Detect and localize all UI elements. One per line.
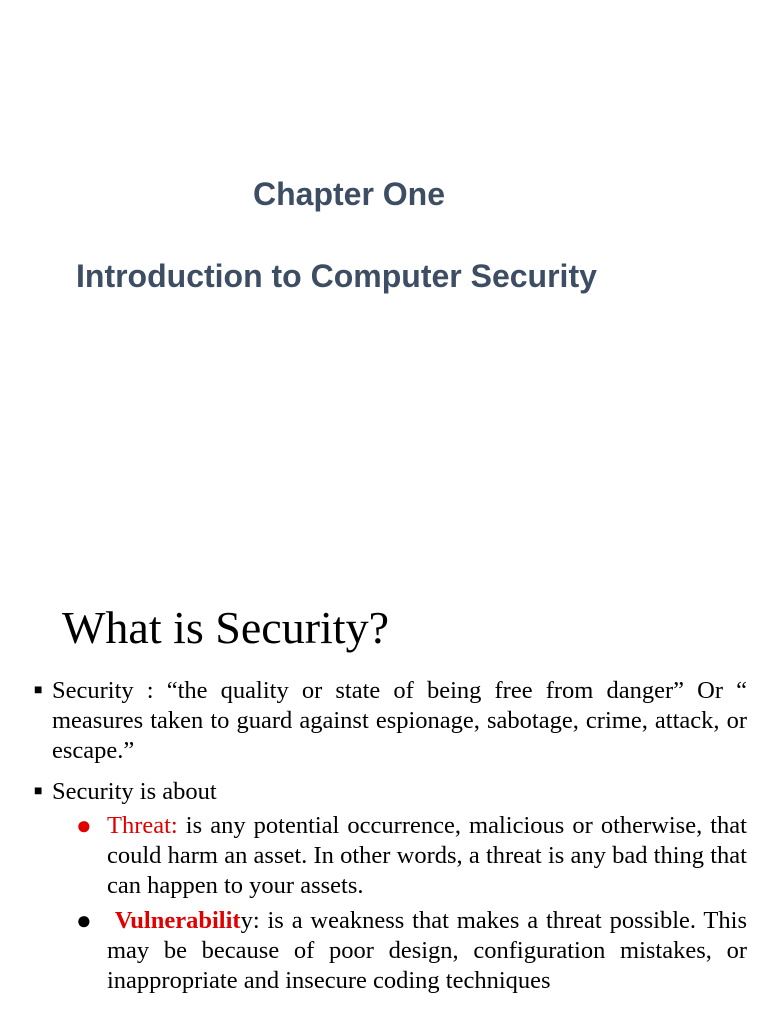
slide-heading: What is Security? (62, 602, 390, 653)
vulnerability-term-tail: y (240, 907, 253, 934)
threat-text: is any potential occurrence, malicious or otherwise, that could harm an asset. In other words, a threat is any bad thing that can happen to your assets. (107, 812, 747, 899)
round-bullet-icon: ● (76, 906, 92, 935)
security-about: Security is about (52, 778, 217, 805)
vulnerability-definition (107, 906, 747, 996)
security-definition: Security : “the quality or state of being free from danger” Or “ measures taken to guard against espionage, sabotage, crime, attack, or escape.” (52, 677, 747, 764)
round-bullet-icon: ● (76, 811, 92, 840)
vulnerability-text: : is a weakness that makes a threat possible. This may be because of poor design, configuration mistakes, or inappropriate and insecure coding techniques (107, 907, 747, 994)
content-slide (0, 575, 768, 1024)
square-bullet-icon: ■ (34, 784, 43, 799)
square-bullet-icon: ■ (34, 683, 43, 698)
vulnerability-term: Vulnerabilit (114, 907, 241, 934)
chapter-subtitle: Introduction to Computer Security (76, 258, 597, 294)
chapter-title: Chapter One (252, 176, 446, 212)
threat-term: Threat: (107, 812, 178, 839)
threat-definition (107, 811, 747, 901)
